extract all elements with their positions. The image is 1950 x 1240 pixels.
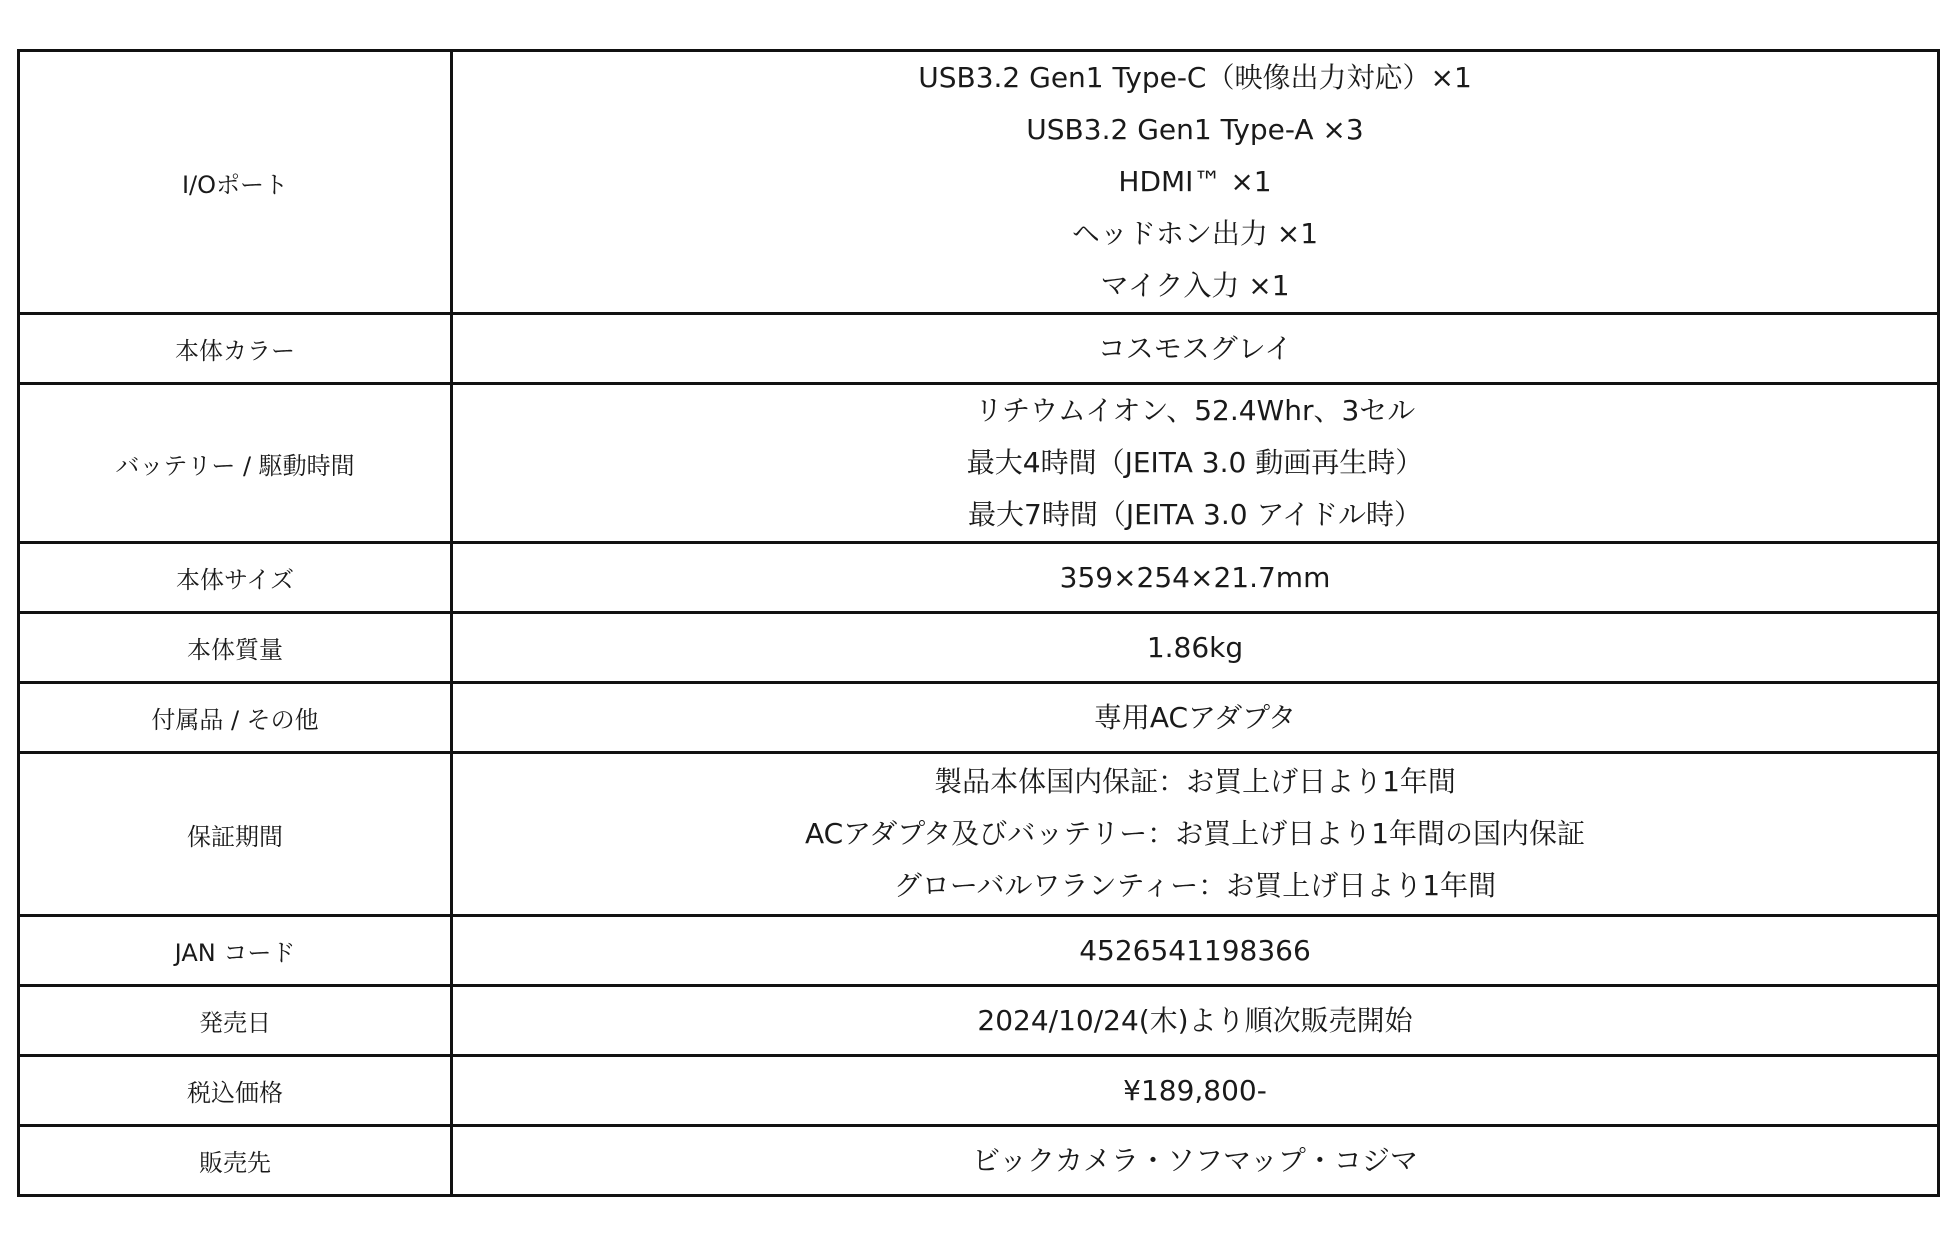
row-label-text: 発売日 xyxy=(199,1009,271,1037)
row-label xyxy=(19,1056,452,1126)
row-value xyxy=(452,916,1939,986)
row-value xyxy=(452,384,1939,543)
row-label xyxy=(19,51,452,314)
table-row-color xyxy=(19,314,1939,384)
table-row-weight xyxy=(19,613,1939,683)
row-value xyxy=(452,683,1939,753)
value-line: 最大4時間（JEITA 3.0 動画再生時） xyxy=(966,446,1424,479)
row-label-text: 付属品 / その他 xyxy=(151,706,319,734)
row-value xyxy=(452,543,1939,613)
value-line: ヘッドホン出力 ×1 xyxy=(1071,217,1319,250)
value-line: 2024/10/24(木)より順次販売開始 xyxy=(977,1003,1413,1037)
row-label xyxy=(19,753,452,916)
row-value xyxy=(452,51,1939,314)
value-line: ¥189,800- xyxy=(1123,1073,1267,1107)
table-row-warranty xyxy=(19,753,1939,916)
table-row-release-date xyxy=(19,986,1939,1056)
table-row-io-ports xyxy=(19,51,1939,314)
row-label xyxy=(19,543,452,613)
row-value xyxy=(452,753,1939,916)
table-row-retailers xyxy=(19,1126,1939,1196)
value-line: 359×254×21.7mm xyxy=(1059,560,1331,594)
value-line: USB3.2 Gen1 Type-C（映像出力対応）×1 xyxy=(918,61,1472,94)
value-line: ACアダプタ及びバッテリー：お買上げ日より1年間の国内保証 xyxy=(804,817,1586,850)
row-label xyxy=(19,384,452,543)
row-label-text: 本体サイズ xyxy=(175,566,295,594)
row-value xyxy=(452,1126,1939,1196)
value-line: コスモスグレイ xyxy=(1097,331,1293,365)
row-value xyxy=(452,1056,1939,1126)
value-line: 最大7時間（JEITA 3.0 アイドル時） xyxy=(968,498,1422,531)
row-label-text: JAN コード xyxy=(174,939,296,967)
value-line: 製品本体国内保証：お買上げ日より1年間 xyxy=(934,765,1456,798)
row-value xyxy=(452,314,1939,384)
table-row-accessories xyxy=(19,683,1939,753)
table-row-battery xyxy=(19,384,1939,543)
value-line: 専用ACアダプタ xyxy=(1093,700,1297,734)
value-line: リチウムイオン、52.4Whr、3セル xyxy=(974,394,1416,427)
value-line: 4526541198366 xyxy=(1079,933,1311,967)
row-label-text: 本体カラー xyxy=(175,337,295,365)
row-value xyxy=(452,986,1939,1056)
row-label xyxy=(19,986,452,1056)
row-label xyxy=(19,314,452,384)
row-label-text: I/Oポート xyxy=(181,170,289,199)
row-label-text: 保証期間 xyxy=(187,822,283,851)
value-line: グローバルワランティー：お買上げ日より1年間 xyxy=(893,869,1497,902)
table-row-jan-code xyxy=(19,916,1939,986)
row-label-text: 税込価格 xyxy=(187,1079,283,1107)
value-line: 1.86kg xyxy=(1146,630,1244,664)
spec-table xyxy=(17,49,1940,1197)
row-value xyxy=(452,613,1939,683)
table-row-size xyxy=(19,543,1939,613)
row-label xyxy=(19,1126,452,1196)
row-label-text: 本体質量 xyxy=(187,636,283,664)
value-line: マイク入力 ×1 xyxy=(1100,269,1290,302)
row-label-text: 販売先 xyxy=(199,1149,271,1177)
row-label-text: バッテリー / 駆動時間 xyxy=(115,451,355,480)
table-row-price xyxy=(19,1056,1939,1126)
value-line: HDMI™ ×1 xyxy=(1118,165,1272,198)
value-line: ビックカメラ・ソフマップ・コジマ xyxy=(972,1143,1418,1177)
row-label xyxy=(19,613,452,683)
row-label xyxy=(19,683,452,753)
value-line: USB3.2 Gen1 Type-A ×3 xyxy=(1026,113,1364,146)
row-label xyxy=(19,916,452,986)
